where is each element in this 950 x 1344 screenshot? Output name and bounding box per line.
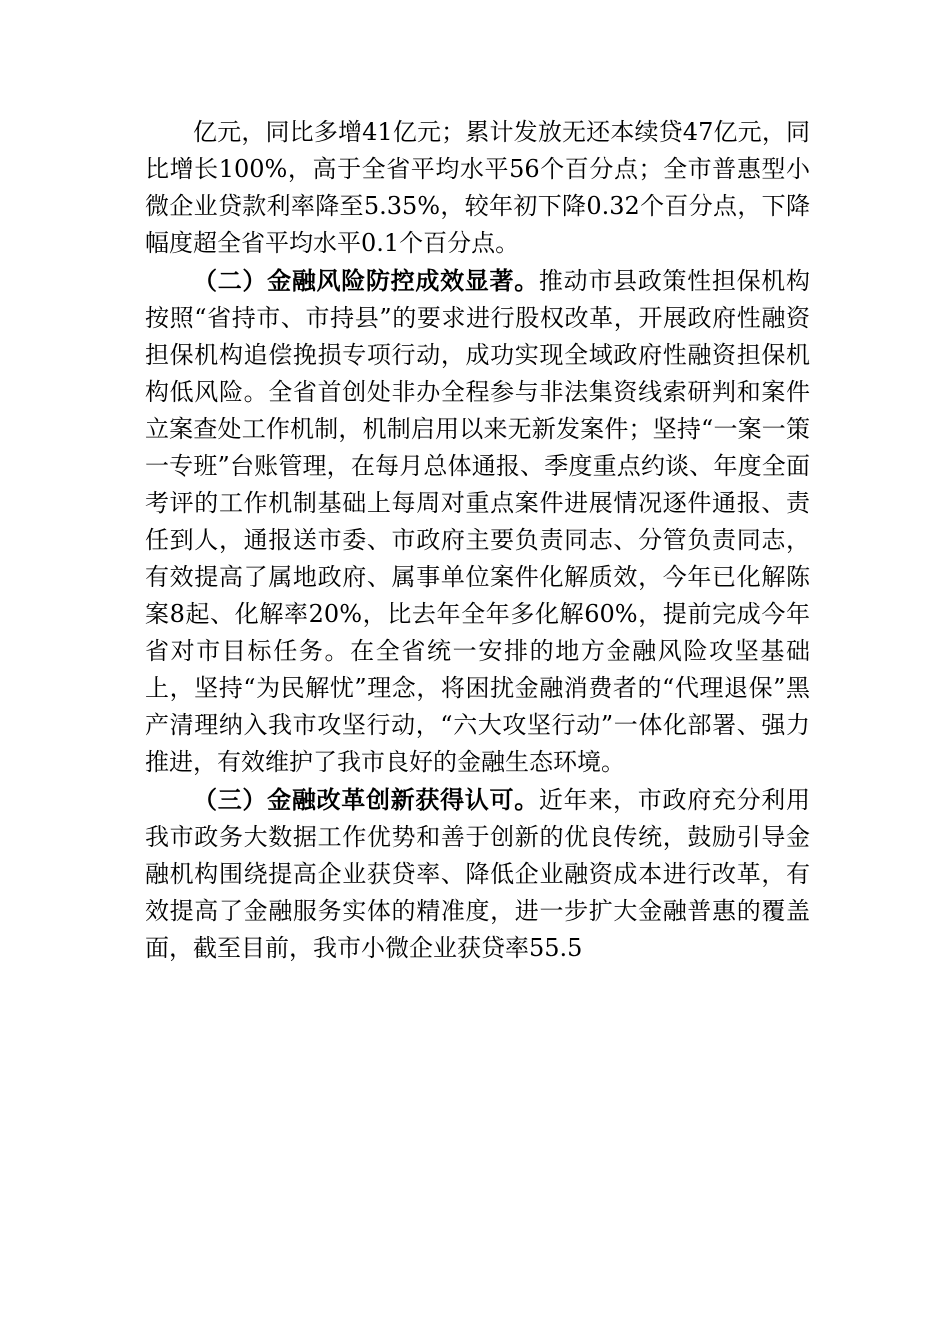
paragraph-2-heading: （二）金融风险防控成效显著。 xyxy=(193,266,539,295)
paragraph-2 xyxy=(145,262,810,781)
paragraph-1-text: 亿元，同比多增41亿元；累计发放无还本续贷47亿元，同比增长100%，高于全省平均水平56个百分点；全市普惠型小微企业贷款利率降至5.35%，较年初下降0.32个百分点，下降幅度超全省平均水平0.1个百分点。 xyxy=(145,118,810,257)
paragraph-2-text: 推动市县政策性担保机构按照“省持市、市持县”的要求进行股权改革，开展政府性融资担保机构追偿挽损专项行动，成功实现全域政府性融资担保机构低风险。全省首创处非办全程参与非法集资线索研判和案件立案查处工作机制，机制启用以来无新发案件；坚持“一案一策一专班”台账管理，在每月总体通报、季度重点约谈、年度全面考评的工作机制基础上每周对重点案件进展情况逐件通报、责任到人，通报送市委、市政府主要负责同志、分管负责同志，有效提高了属地政府、属事单位案件化解质效，今年已化解陈案8起、化解率20%，比去年全年多化解60%，提前完成今年省对市目标任务。在全省统一安排的地方金融风险攻坚基础上，坚持“为民解忧”理念，将困扰金融消费者的“代理退保”黑产清理纳入我市攻坚行动，“六大攻坚行动”一体化部署、强力推进，有效维护了我市良好的金融生态环境。 xyxy=(145,267,811,776)
paragraph-3 xyxy=(145,781,810,967)
paragraph-3-text: 近年来，市政府充分利用我市政务大数据工作优势和善于创新的优良传统，鼓励引导金融机构围绕提高企业获贷率、降低企业融资成本进行改革，有效提高了金融服务实体的精准度，进一步扩大金融普惠的覆盖面，截至目前，我市小微企业获贷率55.5 xyxy=(145,786,811,962)
paragraph-3-heading: （三）金融改革创新获得认可。 xyxy=(193,785,539,814)
paragraph-1 xyxy=(145,114,810,262)
document-page xyxy=(145,114,810,967)
